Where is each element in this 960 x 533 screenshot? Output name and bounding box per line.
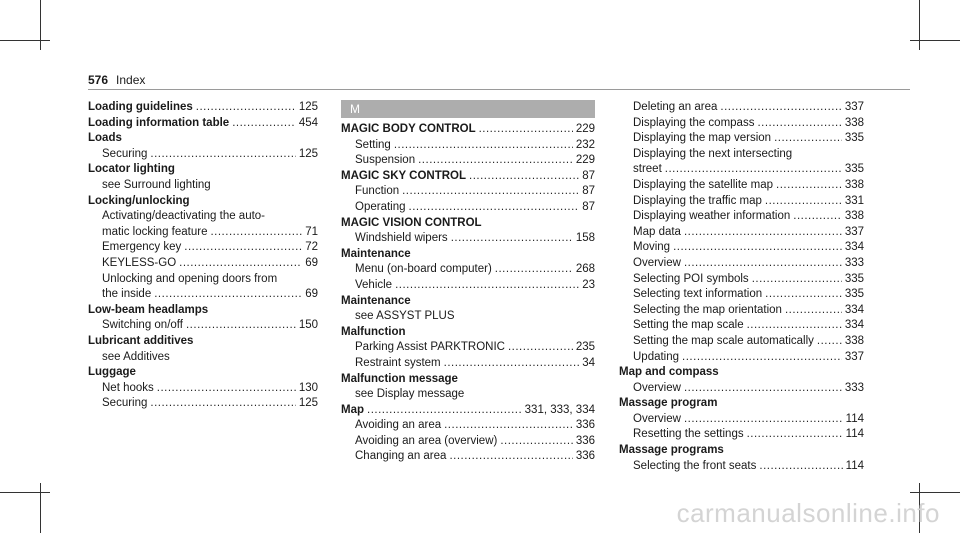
dot-leader <box>409 200 580 216</box>
page-title: Index <box>116 73 146 87</box>
page-reference: 72 <box>305 241 318 254</box>
dot-leader <box>232 116 296 132</box>
dot-leader <box>720 100 841 116</box>
entry-text: Loads <box>88 132 122 145</box>
index-entry <box>88 287 318 303</box>
dot-leader <box>747 427 843 443</box>
index-entry <box>619 287 864 303</box>
entry-text: Resetting the settings <box>633 428 744 441</box>
page-reference: 114 <box>845 428 864 441</box>
index-column-right <box>619 100 864 474</box>
dot-leader <box>196 100 296 116</box>
page-reference: 335 <box>844 132 864 145</box>
dot-leader <box>479 122 573 138</box>
page-reference: 334 <box>844 241 864 254</box>
dot-leader <box>150 147 295 163</box>
page-reference: 150 <box>298 319 318 332</box>
entry-text: Massage programs <box>619 444 724 457</box>
index-entry <box>88 272 318 288</box>
index-entry <box>88 350 318 366</box>
entry-text: Loading guidelines <box>88 101 193 113</box>
dot-leader <box>757 116 841 132</box>
crop-mark <box>0 492 50 493</box>
entry-text: see ASSYST PLUS <box>355 310 455 323</box>
index-entry <box>88 381 318 397</box>
crop-mark <box>40 483 41 533</box>
entry-text: street <box>633 163 662 176</box>
page-reference: 114 <box>845 412 864 425</box>
dot-leader <box>402 184 579 200</box>
index-entry <box>88 209 318 225</box>
index-entry <box>619 381 864 397</box>
entry-text: Malfunction message <box>341 372 458 385</box>
page-reference: 334 <box>844 303 864 316</box>
entry-text: Maintenance <box>341 294 411 307</box>
crop-mark <box>910 492 960 493</box>
entry-text: Malfunction <box>341 325 406 338</box>
index-column-left <box>88 100 318 412</box>
index-entry <box>88 240 318 256</box>
index-entry <box>619 225 864 241</box>
index-entry <box>341 403 595 419</box>
index-entry <box>341 340 595 356</box>
entry-text: Locking/unlocking <box>88 194 190 207</box>
index-entry <box>341 216 595 232</box>
entry-text: Menu (on-board computer) <box>355 263 492 276</box>
page-reference: 71 <box>305 225 318 238</box>
crop-mark <box>40 0 41 50</box>
page-reference: 338 <box>844 116 864 129</box>
page-reference: 336 <box>575 434 595 447</box>
entry-text: Unlocking and opening doors from <box>102 272 278 285</box>
entry-text: Displaying weather information <box>633 210 791 223</box>
page-reference: 114 <box>845 459 864 472</box>
page-reference: 229 <box>575 123 595 135</box>
entry-text: see Surround lighting <box>102 178 211 191</box>
page-reference: 337 <box>844 225 864 238</box>
entry-text: Windshield wipers <box>355 232 448 245</box>
crop-mark <box>910 40 960 41</box>
index-entry <box>341 200 595 216</box>
dot-leader <box>682 350 842 366</box>
index-entry <box>341 169 595 185</box>
dot-leader <box>684 256 842 272</box>
dot-leader <box>186 318 296 334</box>
entry-text: MAGIC SKY CONTROL <box>341 169 467 182</box>
index-entry <box>619 116 864 132</box>
index-entry <box>341 184 595 200</box>
dot-leader <box>817 334 842 350</box>
dot-leader <box>793 209 842 225</box>
entry-text: Displaying the compass <box>633 116 755 129</box>
entry-text: Massage program <box>619 397 718 410</box>
entry-text: Overview <box>633 381 681 394</box>
dot-leader <box>495 262 573 278</box>
index-entry <box>88 318 318 334</box>
index-entry <box>619 272 864 288</box>
entry-text: Setting the map scale automatically <box>633 334 814 347</box>
index-entry <box>88 365 318 381</box>
index-entry <box>619 427 864 443</box>
index-entry <box>88 100 318 116</box>
dot-leader <box>444 418 573 434</box>
index-entry <box>619 350 864 366</box>
entry-text: Parking Assist PARKTRONIC <box>355 341 505 354</box>
index-entry <box>619 303 864 319</box>
page-reference: 333 <box>844 256 864 269</box>
entry-text: MAGIC VISION CONTROL <box>341 216 482 229</box>
entry-text: KEYLESS-GO <box>102 256 177 269</box>
page-reference: 338 <box>844 210 864 223</box>
index-entry <box>88 334 318 350</box>
entry-text: Displaying the traffic map <box>633 194 762 207</box>
page-reference: 335 <box>844 288 864 301</box>
dot-leader <box>444 356 580 372</box>
entry-text: Avoiding an area <box>355 419 442 432</box>
page-reference: 336 <box>575 419 595 432</box>
index-column-middle <box>341 100 595 465</box>
page-reference: 69 <box>305 288 318 301</box>
entry-text: Restraint system <box>355 356 441 369</box>
dot-leader <box>395 278 579 294</box>
entry-text: the inside <box>102 288 152 301</box>
index-entry <box>341 325 595 341</box>
index-entry <box>88 303 318 319</box>
entry-text: Moving <box>633 241 671 254</box>
page-reference: 336 <box>575 450 595 463</box>
entry-text: Map data <box>633 225 681 238</box>
entry-text: Setting the map scale <box>633 319 744 332</box>
middle-entry-list <box>341 122 595 465</box>
entry-text: Deleting an area <box>633 101 718 113</box>
index-entry <box>341 387 595 403</box>
entry-text: Setting <box>355 138 391 151</box>
page-reference: 454 <box>298 116 318 129</box>
entry-text: Low-beam headlamps <box>88 303 209 316</box>
index-entry <box>619 240 864 256</box>
index-entry <box>619 147 864 163</box>
page-reference: 69 <box>305 256 318 269</box>
index-entry <box>88 225 318 241</box>
entry-text: Overview <box>633 412 681 425</box>
index-entry <box>341 122 595 138</box>
entry-text: Net hooks <box>102 381 154 394</box>
header-rule <box>88 89 910 90</box>
dot-leader <box>469 169 579 185</box>
page-reference: 34 <box>582 356 595 369</box>
dot-leader <box>367 403 522 419</box>
entry-text: Lubricant additives <box>88 334 194 347</box>
index-entry <box>341 138 595 154</box>
page-reference: 334 <box>844 319 864 332</box>
dot-leader <box>665 162 842 178</box>
entry-text: Displaying the map version <box>633 132 772 145</box>
index-entry <box>619 178 864 194</box>
page-reference: 158 <box>575 232 595 245</box>
page-reference: 337 <box>844 350 864 363</box>
index-entry <box>88 178 318 194</box>
dot-leader <box>508 340 573 356</box>
dot-leader <box>418 153 573 169</box>
index-entry <box>619 365 864 381</box>
entry-text: Displaying the next intersecting <box>633 147 793 160</box>
dot-leader <box>684 412 843 428</box>
dot-leader <box>500 434 572 450</box>
entry-text: Function <box>355 185 400 198</box>
dot-leader <box>179 256 302 272</box>
dot-leader <box>759 459 842 475</box>
index-entry <box>88 116 318 132</box>
section-letter-heading: M <box>341 100 595 118</box>
entry-text: Selecting the map orientation <box>633 303 782 316</box>
entry-text: Loading information table <box>88 116 230 129</box>
page-header <box>88 73 145 87</box>
dot-leader <box>684 225 842 241</box>
index-entry <box>88 147 318 163</box>
index-entry <box>341 309 595 325</box>
entry-text: Overview <box>633 256 681 269</box>
index-entry <box>341 231 595 247</box>
entry-text: see Additives <box>102 350 170 363</box>
crop-mark <box>0 40 50 41</box>
index-entry <box>88 256 318 272</box>
dot-leader <box>210 225 302 241</box>
page-reference: 125 <box>298 101 318 113</box>
index-entry <box>88 194 318 210</box>
dot-leader <box>684 381 842 397</box>
index-entry <box>341 449 595 465</box>
page-reference: 338 <box>844 178 864 191</box>
index-entry <box>88 131 318 147</box>
index-entry <box>619 162 864 178</box>
index-entry <box>619 256 864 272</box>
entry-text: Suspension <box>355 154 416 167</box>
entry-text: matic locking feature <box>102 225 208 238</box>
dot-leader <box>776 178 842 194</box>
page-reference: 125 <box>298 147 318 160</box>
index-entry <box>88 162 318 178</box>
index-entry <box>341 153 595 169</box>
entry-text: Luggage <box>88 366 136 379</box>
entry-text: Displaying the satellite map <box>633 178 773 191</box>
page-reference: 331, 333, 334 <box>524 403 595 416</box>
dot-leader <box>394 138 573 154</box>
index-entry <box>619 459 864 475</box>
index-entry <box>619 318 864 334</box>
index-entry <box>341 278 595 294</box>
dot-leader <box>451 231 573 247</box>
index-entry <box>619 334 864 350</box>
dot-leader <box>150 396 295 412</box>
index-entry <box>619 443 864 459</box>
watermark: carmanualsonline.info <box>676 498 940 528</box>
page-reference: 235 <box>575 341 595 354</box>
page-reference: 335 <box>844 272 864 285</box>
entry-text: Operating <box>355 200 406 213</box>
index-entry <box>341 294 595 310</box>
page-reference: 335 <box>844 163 864 176</box>
entry-text: MAGIC BODY CONTROL <box>341 123 476 135</box>
index-entry <box>619 100 864 116</box>
entry-text: Vehicle <box>355 278 393 291</box>
entry-text: Emergency key <box>102 241 182 254</box>
index-entry <box>619 194 864 210</box>
page-reference: 331 <box>844 194 864 207</box>
page-reference: 333 <box>844 381 864 394</box>
index-entry <box>341 372 595 388</box>
dot-leader <box>765 194 842 210</box>
index-entry <box>619 396 864 412</box>
dot-leader <box>774 131 842 147</box>
entry-text: Locator lighting <box>88 163 175 176</box>
page-reference: 87 <box>582 200 595 213</box>
dot-leader <box>765 287 842 303</box>
entry-text: Securing <box>102 397 148 410</box>
page-reference: 87 <box>582 169 595 182</box>
entry-text: Selecting the front seats <box>633 459 757 472</box>
dot-leader <box>184 240 302 256</box>
page-reference: 337 <box>844 101 864 113</box>
dot-leader <box>747 318 842 334</box>
index-entry <box>88 396 318 412</box>
index-entry <box>341 262 595 278</box>
dot-leader <box>673 240 842 256</box>
dot-leader <box>449 449 572 465</box>
entry-text: Securing <box>102 147 148 160</box>
page-reference: 23 <box>582 278 595 291</box>
entry-text: Selecting POI symbols <box>633 272 749 285</box>
page-reference: 268 <box>575 263 595 276</box>
index-entry <box>619 209 864 225</box>
dot-leader <box>154 287 302 303</box>
entry-text: Map <box>341 403 364 416</box>
entry-text: Updating <box>633 350 680 363</box>
entry-text: Maintenance <box>341 247 411 260</box>
index-entry <box>341 434 595 450</box>
entry-text: Switching on/off <box>102 319 183 332</box>
page-number: 576 <box>88 73 109 87</box>
crop-mark <box>919 0 920 50</box>
index-entry <box>619 131 864 147</box>
index-entry <box>341 247 595 263</box>
dot-leader <box>785 303 842 319</box>
entry-text: Selecting text information <box>633 288 763 301</box>
page-reference: 338 <box>844 334 864 347</box>
entry-text: Avoiding an area (overview) <box>355 434 498 447</box>
entry-text: Activating/deactivating the auto- <box>102 210 266 223</box>
entry-text: Changing an area <box>355 450 447 463</box>
page-reference: 229 <box>575 154 595 167</box>
index-entry <box>341 418 595 434</box>
index-entry <box>341 356 595 372</box>
dot-leader <box>752 272 842 288</box>
entry-text: Map and compass <box>619 366 719 379</box>
page-reference: 232 <box>575 138 595 151</box>
dot-leader <box>157 381 296 397</box>
page-reference: 125 <box>298 397 318 410</box>
index-entry <box>619 412 864 428</box>
page-reference: 87 <box>582 185 595 198</box>
page-reference: 130 <box>298 381 318 394</box>
entry-text: see Display message <box>355 388 465 401</box>
